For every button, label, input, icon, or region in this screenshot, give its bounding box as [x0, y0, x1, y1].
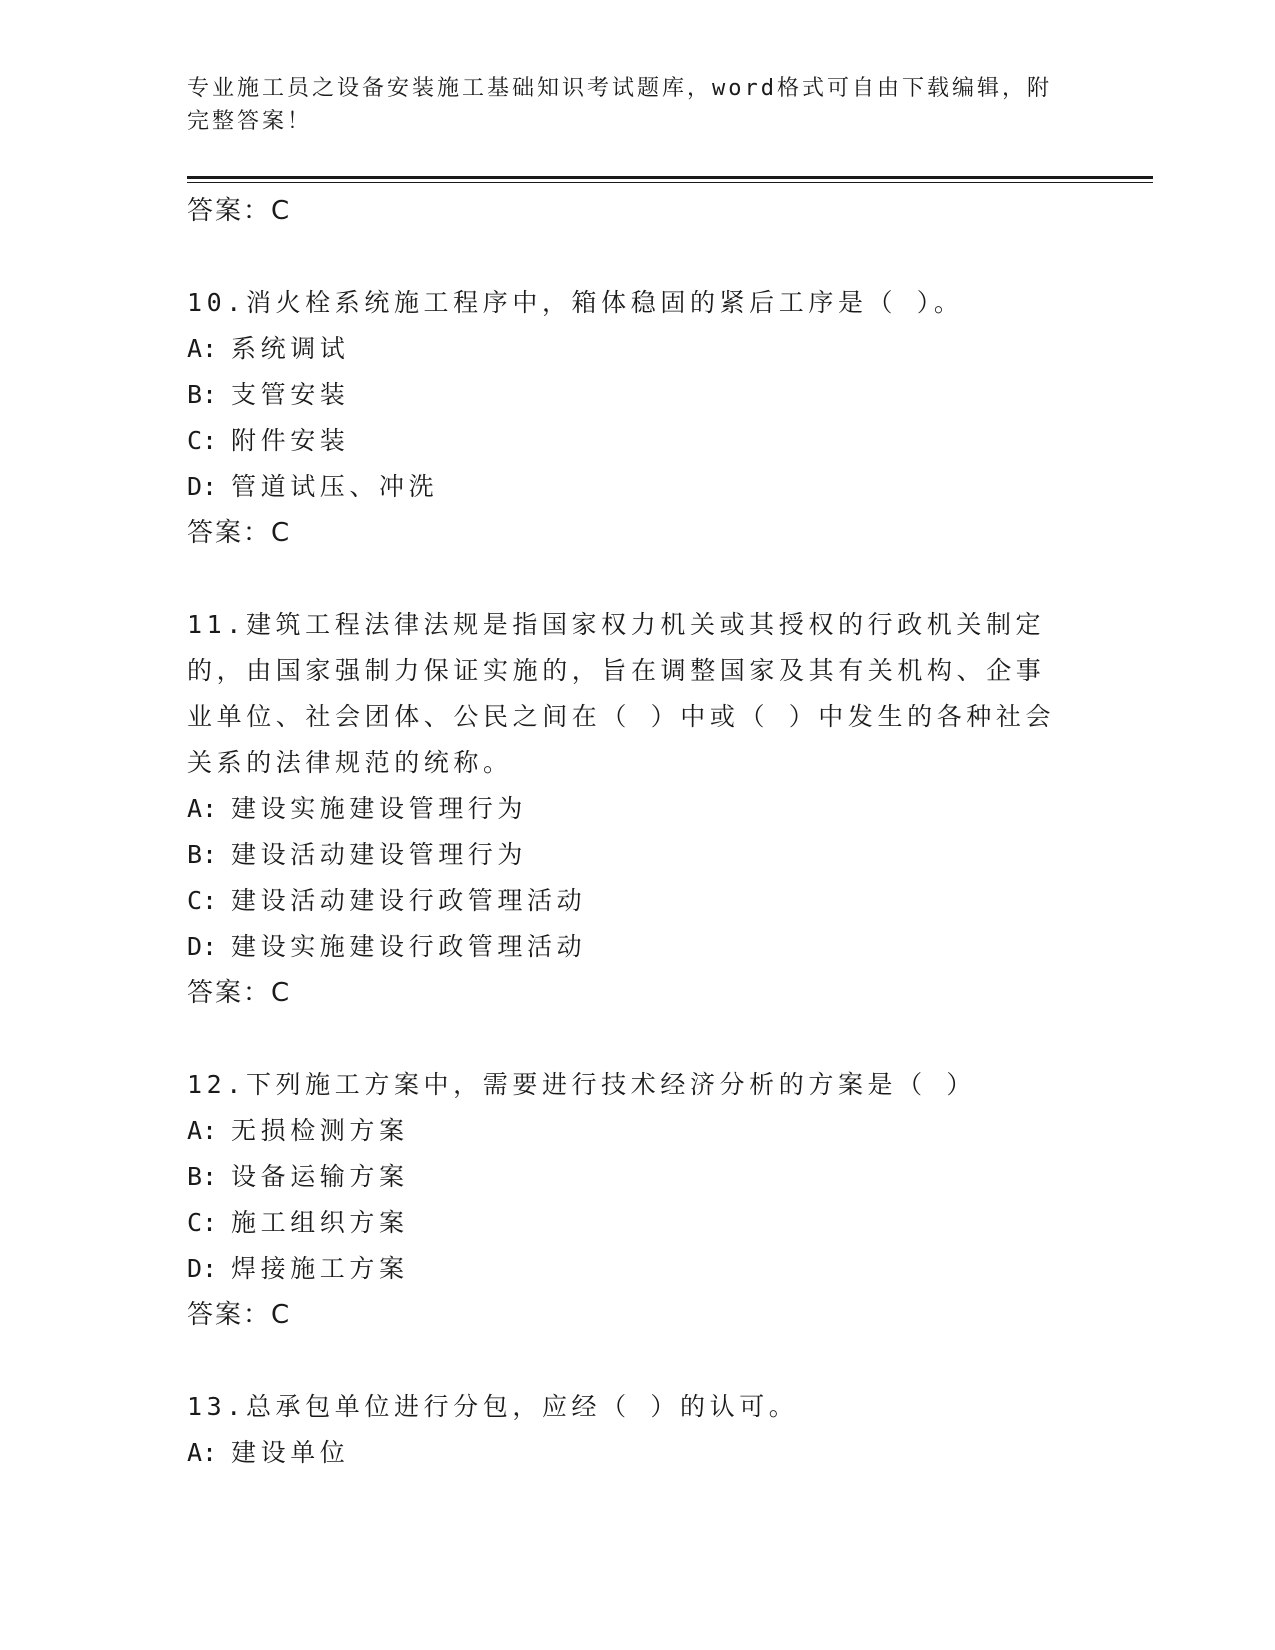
question-stem: 13.总承包单位进行分包，应经（ ）的认可。 [187, 1392, 799, 1421]
header-rule-thin [187, 182, 1153, 183]
option-text: 建设活动建设行政管理活动 [231, 886, 587, 915]
option-b [187, 832, 1067, 878]
option-b [187, 372, 1067, 418]
option-letter: B: [187, 840, 218, 869]
option-text: 焊接施工方案 [231, 1254, 409, 1283]
option-a [187, 326, 1067, 372]
option-text: 管道试压、冲洗 [231, 472, 439, 501]
question-list [187, 188, 1067, 1476]
question-stem: 12.下列施工方案中，需要进行技术经济分析的方案是（ ） [187, 1070, 977, 1099]
option-c [187, 1200, 1067, 1246]
answer-line: 答案：C [187, 1300, 292, 1330]
answer-line: 答案：C [187, 196, 292, 226]
question-block [187, 280, 1067, 556]
option-b [187, 1154, 1067, 1200]
header-rule-thick [187, 176, 1153, 179]
option-letter: C: [187, 886, 218, 915]
option-a [187, 1108, 1067, 1154]
option-c [187, 878, 1067, 924]
option-d [187, 1246, 1067, 1292]
option-text: 建设活动建设管理行为 [231, 840, 528, 869]
answer-line: 答案：C [187, 978, 292, 1008]
option-text: 建设实施建设管理行为 [231, 794, 528, 823]
question-block [187, 1384, 1067, 1476]
option-letter: D: [187, 932, 218, 961]
option-text: 无损检测方案 [231, 1116, 409, 1145]
option-letter: B: [187, 1162, 218, 1191]
option-c [187, 418, 1067, 464]
option-text: 建设单位 [231, 1438, 350, 1467]
question-block [187, 602, 1067, 1016]
option-letter: A: [187, 1116, 218, 1145]
option-letter: D: [187, 472, 218, 501]
question-block [187, 1062, 1067, 1338]
option-text: 施工组织方案 [231, 1208, 409, 1237]
option-letter: B: [187, 380, 218, 409]
option-d [187, 464, 1067, 510]
question-stem: 11.建筑工程法律法规是指国家权力机关或其授权的行政机关制定的，由国家强制力保证实施的，旨在调整国家及其有关机构、企事业单位、社会团体、公民之间在（ ）中或（ ）中发生的各种社会关系的法律规范的统称。 [187, 610, 1056, 777]
option-text: 支管安装 [231, 380, 350, 409]
option-letter: A: [187, 334, 218, 363]
option-a [187, 786, 1067, 832]
option-d [187, 924, 1067, 970]
option-letter: C: [187, 426, 218, 455]
question-stem: 10.消火栓系统施工程序中，箱体稳固的紧后工序是（ ）。 [187, 288, 964, 317]
option-letter: C: [187, 1208, 218, 1237]
answer-line: 答案：C [187, 518, 292, 548]
option-letter: A: [187, 1438, 218, 1467]
option-letter: D: [187, 1254, 218, 1283]
option-text: 设备运输方案 [231, 1162, 409, 1191]
option-text: 系统调试 [231, 334, 350, 363]
option-text: 建设实施建设行政管理活动 [231, 932, 587, 961]
option-a [187, 1430, 1067, 1476]
option-text: 附件安装 [231, 426, 350, 455]
page-header-title: 专业施工员之设备安装施工基础知识考试题库，word格式可自由下载编辑，附完整答案！ [187, 76, 1052, 134]
option-letter: A: [187, 794, 218, 823]
